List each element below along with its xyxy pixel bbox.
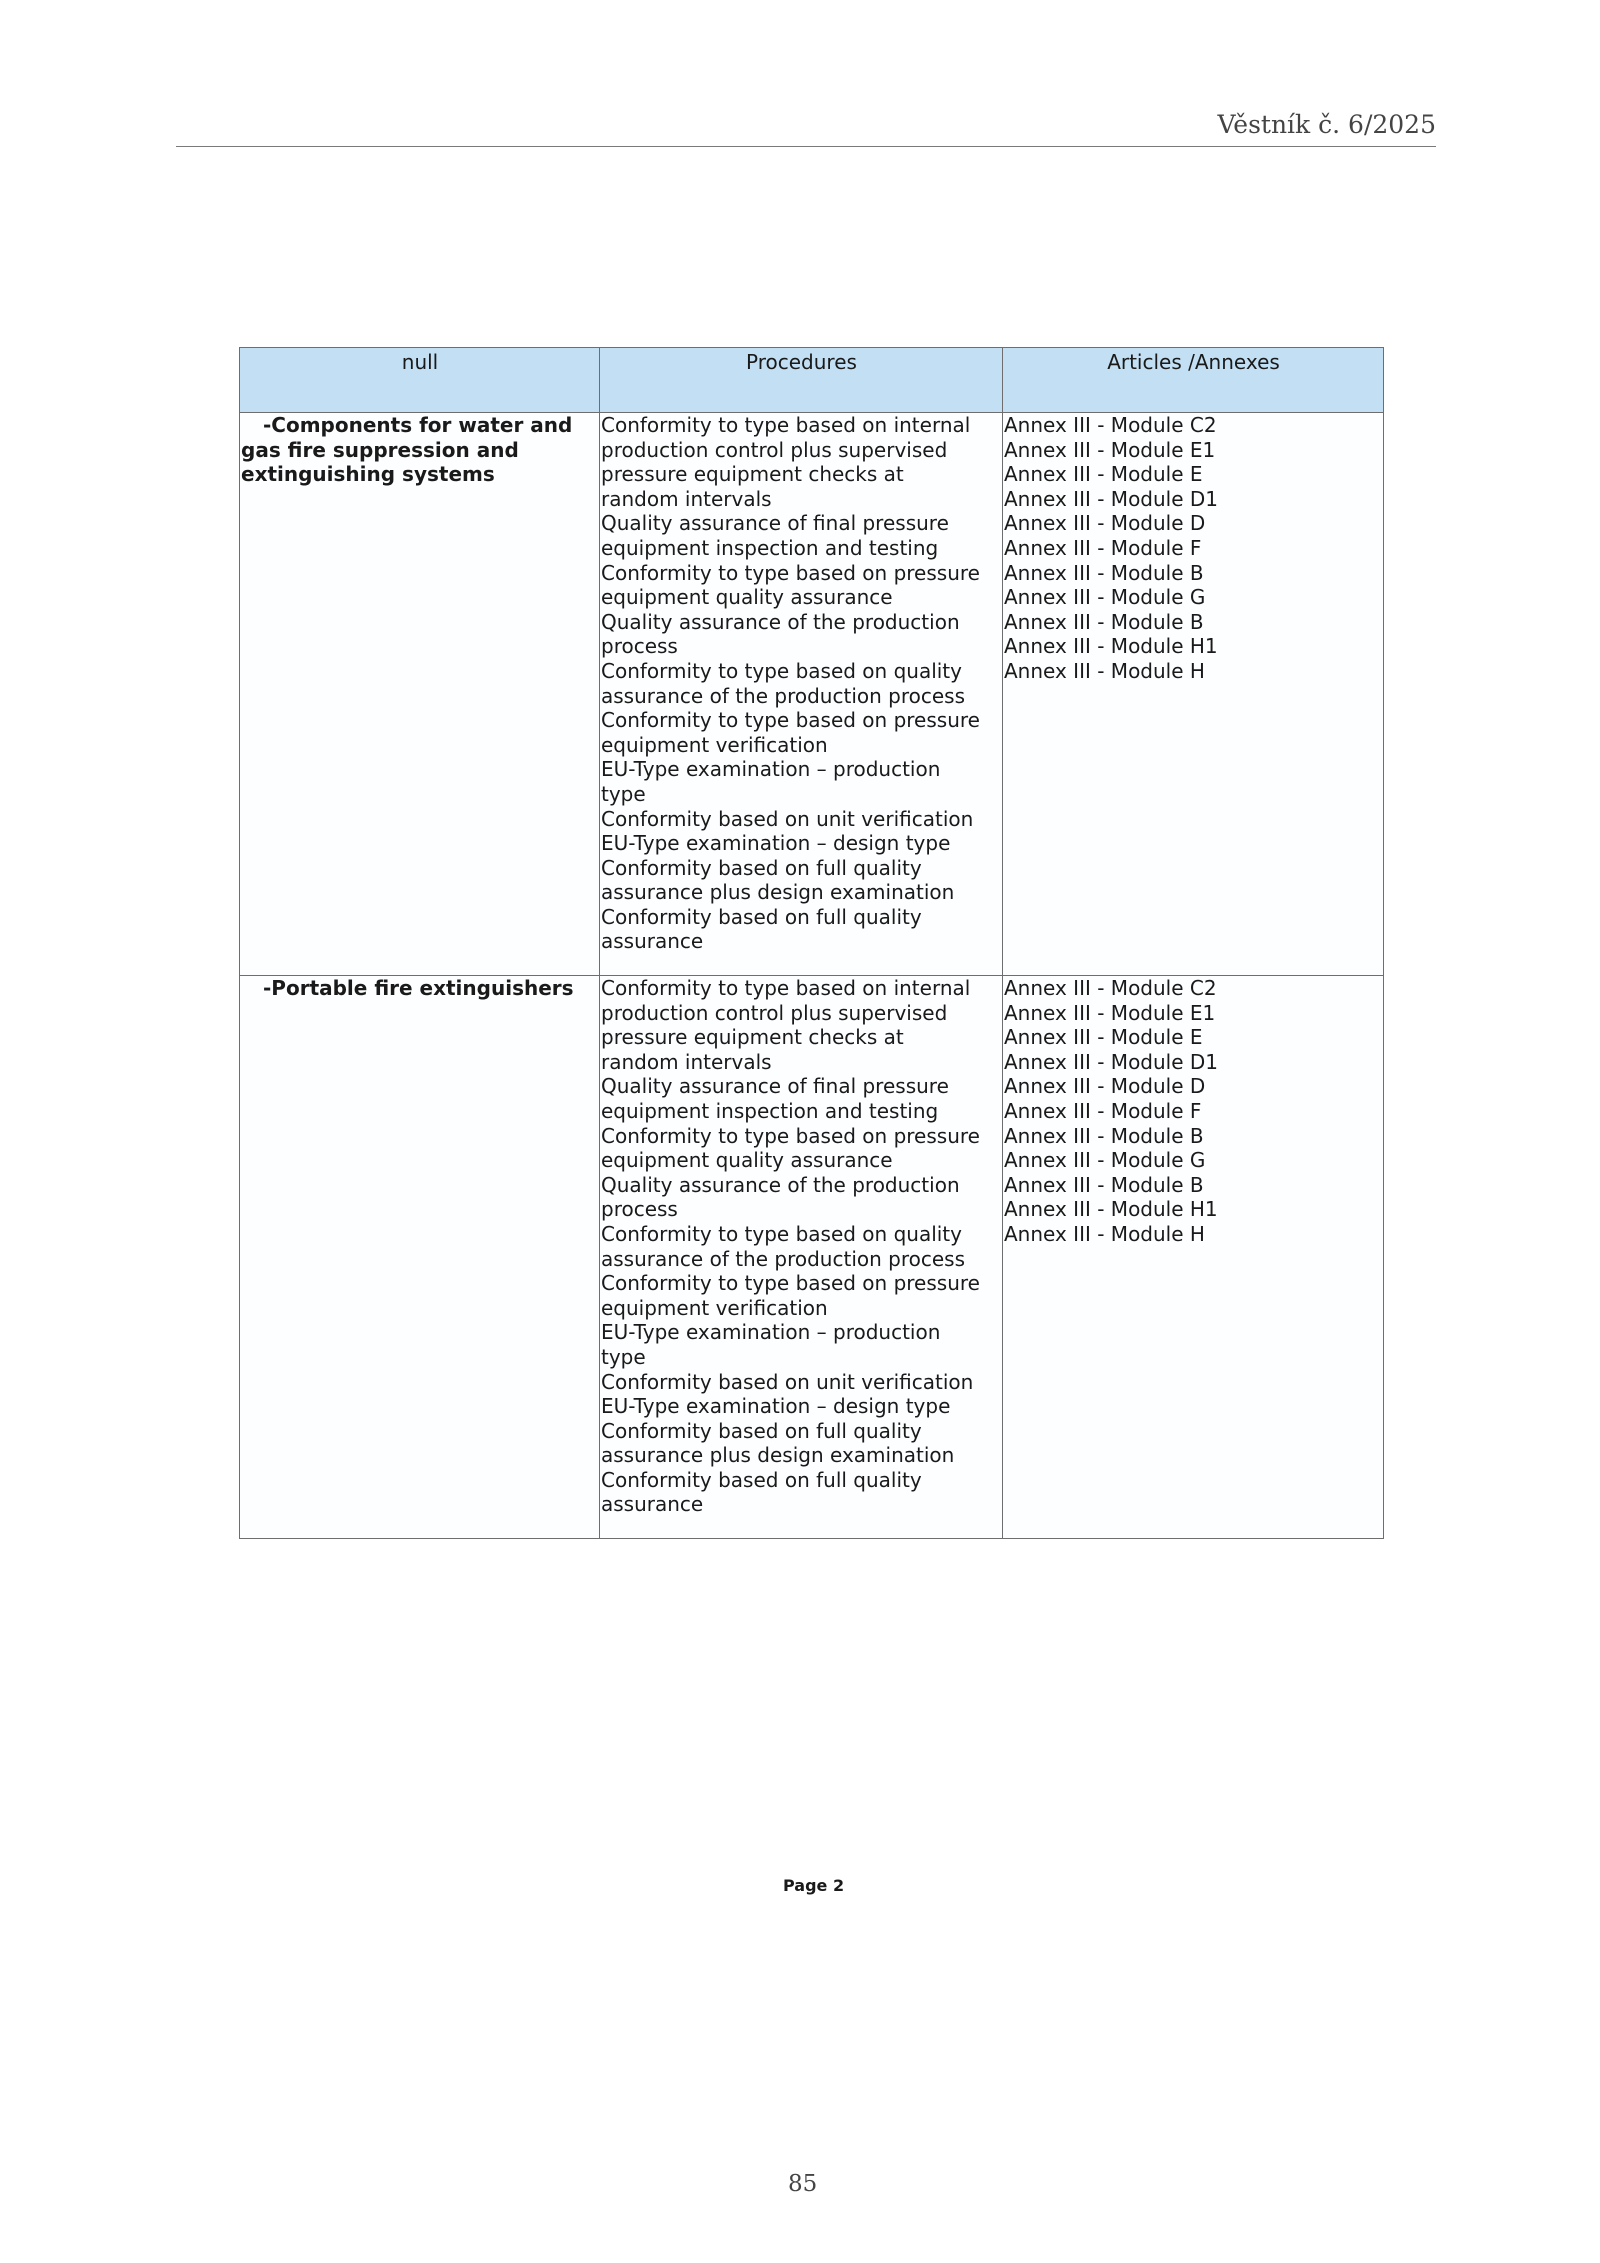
- procedure-line: Conformity based on unit verification: [601, 1369, 974, 1394]
- procedure-line: Conformity to type based on pressure: [601, 560, 980, 585]
- procedure-line: Quality assurance of final pressure: [601, 511, 949, 536]
- procedure-line: Quality assurance of the production: [601, 609, 960, 634]
- header-divider: [176, 146, 1436, 147]
- annex-line: Annex III - Module E: [1004, 1025, 1203, 1050]
- procedure-line: production control plus supervised: [601, 437, 948, 462]
- procedure-line: pressure equipment checks at: [601, 462, 904, 487]
- procedure-line: assurance: [601, 1492, 704, 1517]
- procedure-line: process: [601, 634, 678, 659]
- procedure-line: Conformity to type based on pressure: [601, 708, 980, 733]
- category-line: -Components for water and: [263, 413, 573, 437]
- procedure-line: type: [601, 1344, 646, 1369]
- annex-line: Annex III - Module E1: [1004, 437, 1216, 462]
- procedure-line: random intervals: [601, 1049, 772, 1074]
- procedure-line: Quality assurance of the production: [601, 1172, 960, 1197]
- annex-line: Annex III - Module D1: [1004, 1049, 1219, 1074]
- annex-line: Annex III - Module B: [1004, 1172, 1204, 1197]
- procedure-line: Conformity to type based on pressure: [601, 1123, 980, 1148]
- annex-line: Annex III - Module F: [1004, 1098, 1202, 1123]
- procedure-line: equipment inspection and testing: [601, 535, 939, 560]
- procedure-line: equipment quality assurance: [601, 1148, 893, 1173]
- annex-line: Annex III - Module E: [1004, 462, 1203, 487]
- procedure-line: EU-Type examination – production: [601, 757, 941, 782]
- procedure-line: assurance plus design examination: [601, 880, 955, 905]
- annex-line: Annex III - Module B: [1004, 1123, 1204, 1148]
- procedure-line: Conformity to type based on internal: [601, 976, 971, 1000]
- procedure-line: Conformity based on full quality: [601, 904, 922, 929]
- annex-line: Annex III - Module C2: [1004, 976, 1217, 1000]
- procedure-line: Conformity based on unit verification: [601, 806, 974, 831]
- procedure-line: EU-Type examination – production: [601, 1320, 941, 1345]
- procedure-line: process: [601, 1197, 678, 1222]
- procedure-line: random intervals: [601, 486, 772, 511]
- table-header-row: [240, 348, 1384, 413]
- category-line: gas fire suppression and: [241, 437, 519, 462]
- annex-line: Annex III - Module D1: [1004, 486, 1219, 511]
- annex-line: Annex III - Module B: [1004, 609, 1204, 634]
- annex-line: Annex III - Module F: [1004, 535, 1202, 560]
- column-header-annexes: Articles /Annexes: [1003, 348, 1384, 413]
- procedure-line: equipment quality assurance: [601, 585, 893, 610]
- table-row: [240, 976, 1384, 1539]
- column-header-category: null: [240, 348, 600, 413]
- procedures-cell: [600, 413, 1003, 976]
- procedure-line: Conformity based on full quality: [601, 1418, 922, 1443]
- procedure-line: pressure equipment checks at: [601, 1025, 904, 1050]
- procedure-line: EU-Type examination – design type: [601, 1394, 951, 1419]
- procedure-line: assurance of the production process: [601, 1246, 966, 1271]
- procedure-line: equipment verification: [601, 732, 828, 757]
- annex-line: Annex III - Module G: [1004, 1148, 1206, 1173]
- procedure-line: assurance: [601, 929, 704, 954]
- category-line: extinguishing systems: [241, 462, 495, 487]
- procedure-line: assurance plus design examination: [601, 1443, 955, 1468]
- page-number: 85: [788, 2171, 818, 2197]
- procedure-line: equipment inspection and testing: [601, 1098, 939, 1123]
- procedure-line: Conformity based on full quality: [601, 855, 922, 880]
- bulletin-title: Věstník č. 6/2025: [1217, 110, 1436, 139]
- annex-line: Annex III - Module E1: [1004, 1000, 1216, 1025]
- procedure-line: Conformity based on full quality: [601, 1467, 922, 1492]
- procedures-cell: [600, 976, 1003, 1539]
- annex-line: Annex III - Module D: [1004, 1074, 1206, 1099]
- table-row: [240, 413, 1384, 976]
- annex-line: Annex III - Module D: [1004, 511, 1206, 536]
- annex-line: Annex III - Module H1: [1004, 634, 1218, 659]
- procedure-line: equipment verification: [601, 1295, 828, 1320]
- procedure-line: assurance of the production process: [601, 683, 966, 708]
- annex-line: Annex III - Module H: [1004, 1221, 1205, 1246]
- category-line: -Portable fire extinguishers: [263, 976, 574, 1000]
- annex-line: Annex III - Module B: [1004, 560, 1204, 585]
- procedure-line: Conformity to type based on pressure: [601, 1271, 980, 1296]
- category-cell: [240, 976, 600, 1539]
- annexes-cell: [1003, 413, 1384, 976]
- annexes-cell: [1003, 976, 1384, 1539]
- annex-line: Annex III - Module C2: [1004, 413, 1217, 437]
- procedure-line: production control plus supervised: [601, 1000, 948, 1025]
- annex-line: Annex III - Module H: [1004, 658, 1205, 683]
- procedure-line: EU-Type examination – design type: [601, 831, 951, 856]
- procedure-line: Quality assurance of final pressure: [601, 1074, 949, 1099]
- procedure-line: Conformity to type based on quality: [601, 658, 962, 683]
- annex-line: Annex III - Module H1: [1004, 1197, 1218, 1222]
- procedure-line: Conformity to type based on quality: [601, 1221, 962, 1246]
- column-header-procedures: Procedures: [600, 348, 1003, 413]
- page-label: Page 2: [783, 1876, 845, 1895]
- annex-line: Annex III - Module G: [1004, 585, 1206, 610]
- procedure-line: Conformity to type based on internal: [601, 413, 971, 437]
- procedure-line: type: [601, 781, 646, 806]
- category-cell: [240, 413, 600, 976]
- conformity-table: [239, 347, 1384, 1539]
